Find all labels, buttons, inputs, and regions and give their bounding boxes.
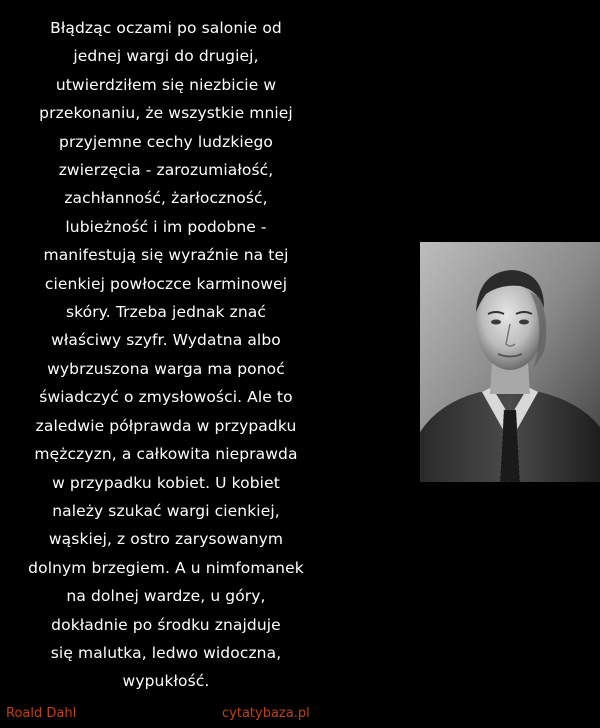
quote-line: jednej wargi do drugiej, <box>73 47 259 66</box>
quote-line: lubieżność i im podobne - <box>65 217 267 236</box>
quote-line: wypukłość. <box>122 672 210 691</box>
quote-line: dolnym brzegiem. A u nimfomanek <box>28 558 304 577</box>
quote-line: cienkiej powłoczce karminowej <box>44 274 288 293</box>
quote-line: w przypadku kobiet. U kobiet <box>52 473 280 492</box>
author-portrait <box>420 242 600 482</box>
quote-line: zaledwie półprawda w przypadku <box>35 416 297 435</box>
quote-line: Błądząc oczami po salonie od <box>50 19 282 37</box>
quote-line: przyjemne cechy ludzkiego <box>59 132 273 151</box>
quote-line: zachłanność, żarłoczność, <box>64 189 268 208</box>
quote-line: dokładnie po środku znajduje <box>51 615 281 634</box>
quote-text <box>6 14 326 696</box>
quote-line: manifestują się wyraźnie na tej <box>43 246 289 265</box>
site-link[interactable]: cytatybaza.pl <box>222 706 310 721</box>
quote-line: zwierzęcia - zarozumiałość, <box>58 161 274 180</box>
quote-line: właściwy szyfr. Wydatna albo <box>51 331 281 350</box>
quote-line: skóry. Trzeba jednak znać <box>65 303 267 322</box>
quote-line: na dolnej wardze, u góry, <box>66 587 266 606</box>
quote-line: wąskiej, z ostro zarysowanym <box>48 530 284 549</box>
quote-line: przekonaniu, że wszystkie mniej <box>39 104 293 123</box>
quote-line: wybrzuszona warga ma ponoć <box>47 359 285 378</box>
quote-line: należy szukać wargi cienkiej, <box>52 501 280 520</box>
quote-line: świadczyć o zmysłowości. Ale to <box>39 388 293 407</box>
author-link[interactable]: Roald Dahl <box>6 706 77 721</box>
author-portrait-image <box>420 242 600 482</box>
quote-line: utwierdziłem się niezbicie w <box>55 75 277 94</box>
quote-line: mężczyzn, a całkowita nieprawda <box>34 445 298 464</box>
quote-line: się malutka, ledwo widoczna, <box>50 643 282 662</box>
